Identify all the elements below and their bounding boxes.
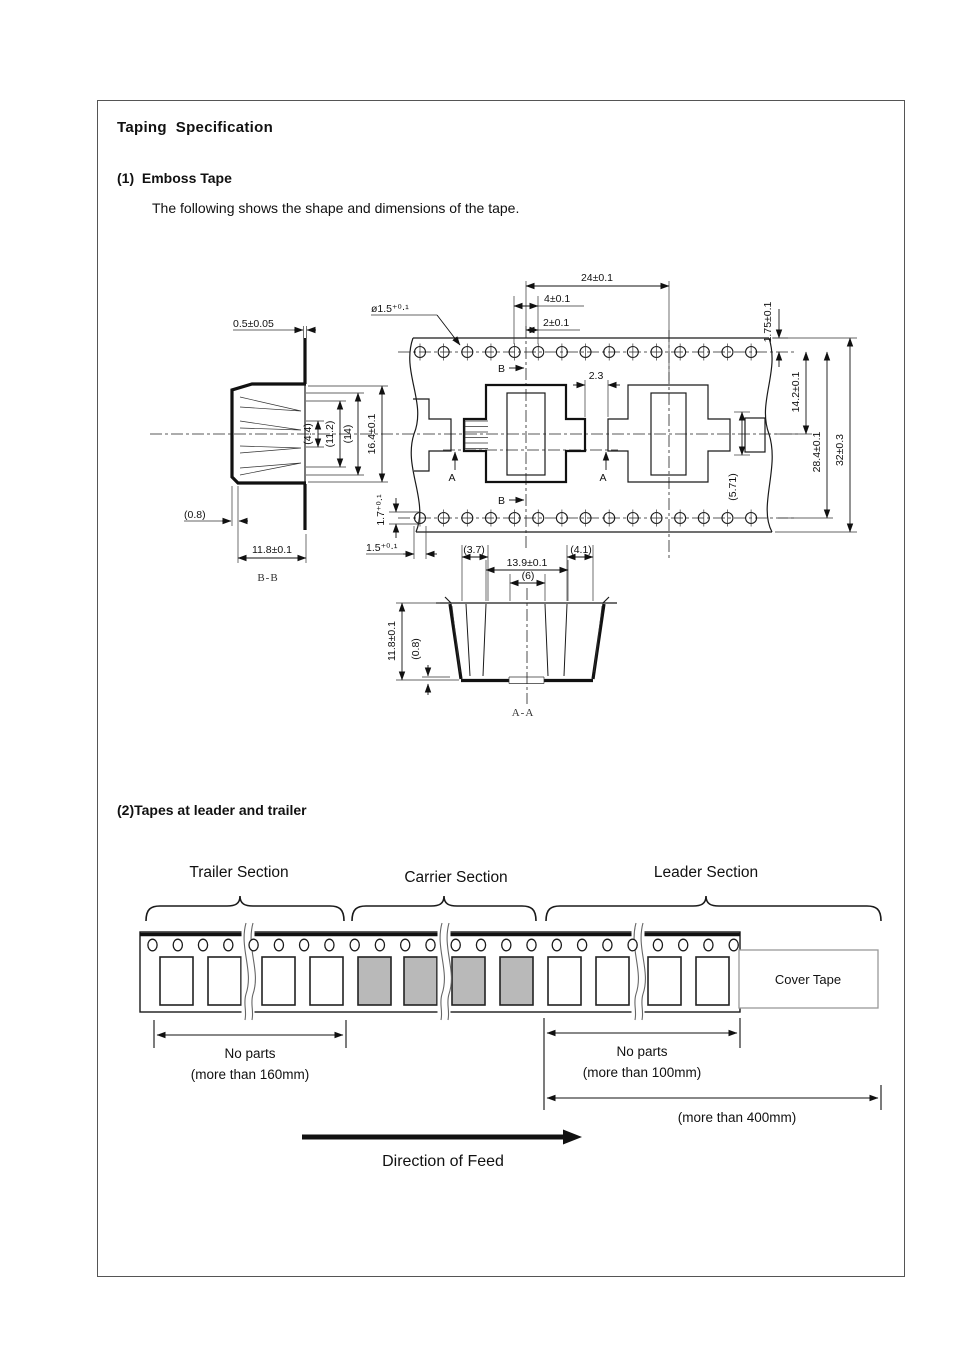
trailer-brace bbox=[146, 896, 344, 921]
leader-total-length: (more than 400mm) bbox=[677, 1110, 797, 1125]
pocket-empty bbox=[208, 957, 241, 1005]
dim-hole-rows: 28.4±0.1 bbox=[811, 431, 823, 473]
pocket-empty bbox=[548, 957, 581, 1005]
dim-bottom-thickness: (0.8) bbox=[410, 638, 422, 660]
sprocket-hole bbox=[426, 939, 435, 951]
emboss-tape-top-view bbox=[150, 272, 857, 560]
sprocket-hole bbox=[451, 939, 460, 951]
pocket-empty bbox=[160, 957, 193, 1005]
dim-hole-offset: 2±0.1 bbox=[543, 317, 570, 329]
dim-slot-width: 2.3 bbox=[588, 370, 604, 382]
dim-pocket-pitch: 24±0.1 bbox=[580, 272, 614, 284]
dim-bucket-height: 11.8±0.1 bbox=[386, 620, 398, 662]
feed-direction bbox=[302, 1130, 582, 1171]
leader-brace bbox=[546, 896, 881, 921]
carrier-brace bbox=[352, 896, 536, 921]
pocket-empty bbox=[262, 957, 295, 1005]
bottom-window bbox=[509, 677, 544, 684]
sprocket-hole bbox=[249, 939, 258, 951]
dim-tape-width: 32±0.3 bbox=[834, 433, 846, 467]
dim-hole-15: 1.5⁺⁰·¹ bbox=[366, 542, 398, 554]
sprocket-hole bbox=[148, 939, 157, 951]
sprocket-hole bbox=[350, 939, 359, 951]
dim-139: 13.9±0.1 bbox=[506, 557, 548, 569]
dim-film-thickness: 0.5±0.05 bbox=[233, 318, 274, 330]
dim-pocket-depth: 11.8±0.1 bbox=[251, 544, 293, 556]
pocket-with-part bbox=[404, 957, 437, 1005]
sprocket-hole bbox=[224, 939, 233, 951]
pocket-with-part bbox=[358, 957, 391, 1005]
inner-walls bbox=[466, 604, 567, 676]
dim-hole-17: 1.7⁺⁰·¹ bbox=[375, 494, 387, 526]
section-aa-label: A-A bbox=[511, 707, 535, 719]
feed-direction-label: Direction of Feed bbox=[382, 1153, 504, 1170]
pocket-with-part bbox=[452, 957, 485, 1005]
dim-edge-feature: (5.71) bbox=[727, 473, 739, 501]
sprocket-hole bbox=[198, 939, 207, 951]
sprocket-hole bbox=[679, 939, 688, 951]
leader-section-label: Leader Section bbox=[653, 864, 759, 881]
dim-edge-to-hole: 1.75±0.1 bbox=[762, 301, 774, 343]
dim-41: (4.1) bbox=[570, 544, 592, 556]
emboss-pocket-bold bbox=[464, 385, 585, 482]
no-parts-dimensions bbox=[154, 1018, 881, 1125]
carrier-section-label: Carrier Section bbox=[404, 869, 508, 886]
edge-feature bbox=[745, 418, 765, 452]
page-title: Taping Specification bbox=[117, 119, 274, 136]
tape-left-break-edge bbox=[410, 338, 420, 532]
hole-dia-leader bbox=[437, 315, 460, 345]
sprocket-hole bbox=[300, 939, 309, 951]
feed-arrow-head bbox=[563, 1130, 582, 1145]
sprocket-hole bbox=[603, 939, 612, 951]
pocket-empty bbox=[596, 957, 629, 1005]
trailer-no-parts-length: (more than 160mm) bbox=[190, 1067, 310, 1082]
sprocket-hole bbox=[325, 939, 334, 951]
pocket-with-part bbox=[500, 957, 533, 1005]
leader-no-parts-label: No parts bbox=[616, 1044, 668, 1059]
leader-trailer-diagram bbox=[140, 864, 881, 1170]
section-aa-view bbox=[386, 544, 617, 719]
section-bb-view bbox=[184, 318, 388, 584]
break-marks bbox=[242, 923, 646, 1020]
sprocket-hole bbox=[628, 939, 637, 951]
section1-description: The following shows the shape and dimensions of the tape. bbox=[152, 200, 520, 216]
pocket-profile bbox=[232, 384, 306, 483]
sprocket-hole bbox=[578, 939, 587, 951]
dim-44: (4.4) bbox=[302, 423, 314, 445]
leader-no-parts-length: (more than 100mm) bbox=[582, 1065, 702, 1080]
sprocket-hole bbox=[653, 939, 662, 951]
lead-comb bbox=[465, 421, 488, 449]
sprocket-hole bbox=[552, 939, 561, 951]
sprocket-hole bbox=[173, 939, 182, 951]
section-mark-b-top: B bbox=[497, 363, 505, 375]
section-mark-a-right: A bbox=[599, 472, 607, 484]
sprocket-hole bbox=[375, 939, 384, 951]
sprocket-hole bbox=[502, 939, 511, 951]
pocket-empty bbox=[696, 957, 729, 1005]
dim-hole-to-center: 14.2±0.1 bbox=[790, 371, 802, 413]
dim-14: (14) bbox=[342, 424, 354, 444]
sprocket-hole bbox=[274, 939, 283, 951]
sprocket-hole bbox=[729, 939, 738, 951]
section2-heading: (2)Tapes at leader and trailer bbox=[117, 802, 307, 818]
pocket-empty bbox=[310, 957, 343, 1005]
section-mark-a-left: A bbox=[448, 472, 456, 484]
partial-pocket-left bbox=[413, 399, 451, 471]
dim-37: (3.7) bbox=[463, 544, 485, 556]
trailer-no-parts-label: No parts bbox=[224, 1046, 276, 1061]
section1-heading: (1) Emboss Tape bbox=[117, 170, 232, 186]
trailer-section-label: Trailer Section bbox=[189, 864, 289, 881]
cover-tape-label: Cover Tape bbox=[774, 972, 842, 987]
dim-sprocket-hole-dia: ø1.5⁺⁰·¹ bbox=[371, 303, 409, 315]
lead-wedges bbox=[240, 397, 301, 475]
dim-112: (11.2) bbox=[324, 420, 336, 448]
sprocket-hole bbox=[527, 939, 536, 951]
sprocket-hole bbox=[704, 939, 713, 951]
sprocket-hole bbox=[476, 939, 485, 951]
dim-pocket-height: 16.4±0.1 bbox=[366, 413, 378, 455]
dim-6: (6) bbox=[521, 570, 535, 582]
sprocket-hole bbox=[401, 939, 410, 951]
section-bb-label: B-B bbox=[257, 572, 279, 584]
pocket-empty bbox=[648, 957, 681, 1005]
dim-lip: (0.8) bbox=[184, 509, 206, 521]
section-mark-b-bottom: B bbox=[497, 495, 505, 507]
tape-right-break-edge bbox=[765, 338, 772, 532]
dim-hole-pitch: 4±0.1 bbox=[544, 293, 571, 305]
